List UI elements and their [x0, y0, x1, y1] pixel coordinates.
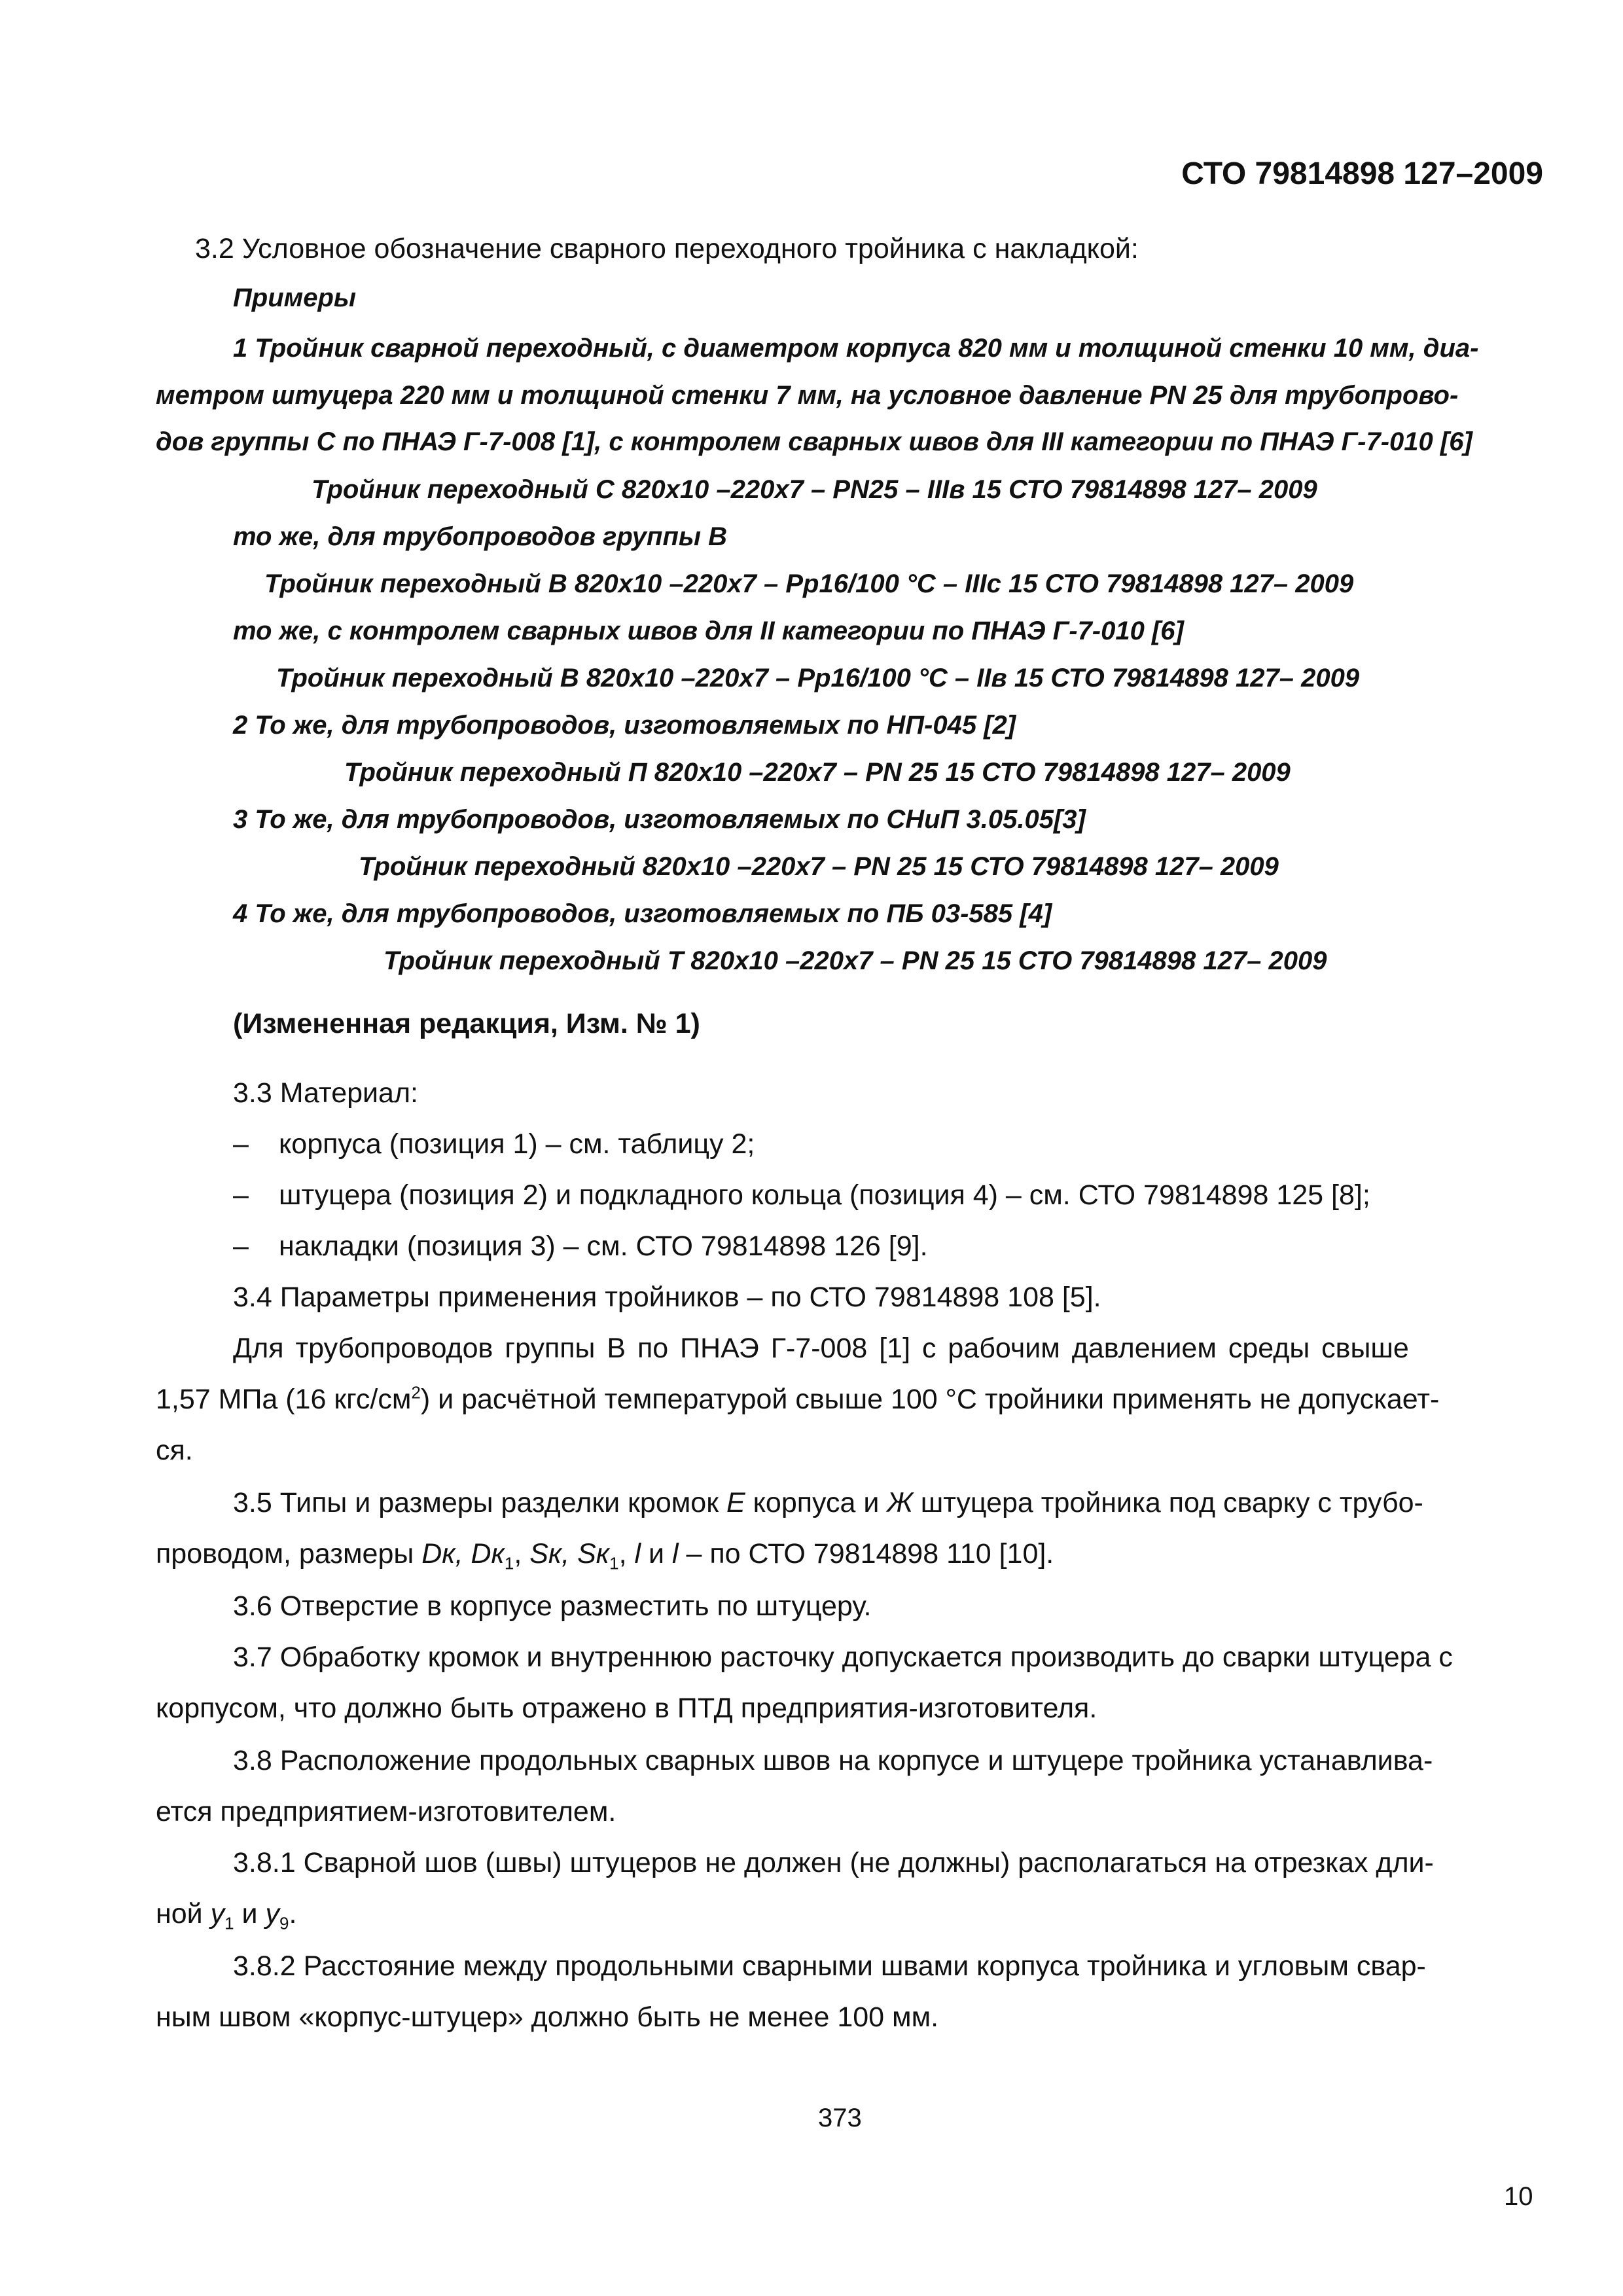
- examples-label: Примеры: [233, 283, 357, 312]
- revision-note: (Измененная редакция, Изм. № 1): [233, 1008, 700, 1039]
- var-y9-sub: 9: [279, 1913, 289, 1933]
- var-l-2: l: [671, 1538, 679, 1570]
- section-3-8-line-1: 3.8 Расположение продольных сварных швов на корпусе и штуцере тройника устанавлива-: [233, 1745, 1433, 1776]
- s35-text-a: 3.5 Типы и размеры разделки кромок: [233, 1487, 726, 1518]
- designation-6: Тройник переходный Т 820х10 –220х7 – PN 25 15 СТО 79814898 127– 2009: [383, 946, 1327, 975]
- designation-1: Тройник переходный С 820х10 –220х7 – PN25 – IIIв 15 СТО 79814898 127– 2009: [312, 475, 1317, 504]
- var-zh: Ж: [887, 1487, 913, 1518]
- var-dk1: Dк: [471, 1538, 505, 1570]
- same-for-group-b: то же, для трубопроводов группы В: [233, 522, 728, 551]
- list-dash: –: [233, 1179, 249, 1211]
- example-1-line-1: 1 Тройник сварной переходный, с диаметром корпуса 820 мм и толщиной стенки 10 мм, диа-: [233, 334, 1479, 363]
- example-4: 4 То же, для трубопроводов, изготовляемых по ПБ 03-585 [4]: [233, 899, 1052, 928]
- section-3-8-1-line-1: 3.8.1 Сварной шов (швы) штуцеров не должен (не должны) располагаться на отрезках дли-: [233, 1847, 1434, 1878]
- section-3-6: 3.6 Отверстие в корпусе разместить по штуцеру.: [233, 1590, 872, 1622]
- section-3-7-line-1: 3.7 Обработку кромок и внутреннюю расточку допускается производить до сварки штуцера с: [233, 1641, 1453, 1673]
- material-item-3-text: накладки (позиция 3) – см. СТО 79814898 126 [9].: [279, 1230, 928, 1262]
- section-3-4-para-line-1: [233, 1329, 1543, 1368]
- var-y1: y: [210, 1898, 225, 1929]
- list-dash: –: [233, 1128, 249, 1160]
- designation-2: Тройник переходный В 820х10 –220х7 – Рр16/100 °С – IIIс 15 СТО 79814898 127– 2009: [264, 569, 1354, 598]
- unit-superscript: 2: [411, 1382, 421, 1403]
- section-3-2-title: 3.2 Условное обозначение сварного переходного тройника с накладкой:: [195, 233, 1139, 264]
- section-3-3-title: 3.3 Материал:: [233, 1077, 419, 1109]
- material-item-2: [233, 1175, 1370, 1215]
- pressure-text: 1,57 МПа (16 кгс/см: [156, 1384, 412, 1415]
- var-sk1: Sк: [577, 1538, 610, 1570]
- var-dk1-sub: 1: [504, 1553, 514, 1573]
- designation-3: Тройник переходный В 820х10 –220х7 – Рр16/100 °С – IIв 15 СТО 79814898 127– 2009: [276, 664, 1360, 692]
- material-item-1: [233, 1124, 755, 1164]
- section-3-8-2-line-1: 3.8.2 Расстояние между продольными сварными швами корпуса тройника и угловым свар-: [233, 1950, 1426, 1982]
- section-3-4-para-line-2: [156, 1380, 1439, 1419]
- var-sk1-sub: 1: [609, 1553, 619, 1573]
- var-y1-sub: 1: [224, 1913, 234, 1933]
- page-number: 10: [1504, 2182, 1533, 2211]
- designation-4: Тройник переходный П 820х10 –220х7 – PN 25 15 СТО 79814898 127– 2009: [344, 758, 1291, 787]
- section-3-4-para-line-3: ся.: [156, 1435, 193, 1466]
- section-3-8-line-2: ется предприятием-изготовителем.: [156, 1796, 616, 1827]
- list-dash: –: [233, 1230, 249, 1262]
- s35-text-b: корпуса и: [745, 1487, 887, 1518]
- example-1-line-2: метром штуцера 220 мм и толщиной стенки 7 мм, на условное давление PN 25 для трубопрово-: [156, 381, 1459, 410]
- example-1-line-3: дов группы С по ПНАЭ Г-7-008 [1], с контролем сварных швов для III категории по ПНАЭ Г-7-010 [6]: [156, 427, 1472, 456]
- section-3-5-line-2: проводом, размеры Dк, $Dк_1$, Sк, $Sк_1$, l и l – по СТО 79814898 110 [10].: [156, 1538, 1054, 1573]
- material-item-3: [233, 1227, 928, 1266]
- s381-and: и: [234, 1898, 266, 1929]
- var-dk: Dк,: [421, 1538, 463, 1570]
- section-3-5-line-1: [233, 1483, 1423, 1522]
- material-item-1-text: корпуса (позиция 1) – см. таблицу 2;: [279, 1128, 755, 1160]
- var-sk: Sк,: [529, 1538, 570, 1570]
- section-3-8-2-line-2: ным швом «корпус-штуцер» должно быть не менее 100 мм.: [156, 2001, 939, 2033]
- s35-and: и: [641, 1538, 672, 1570]
- s35-text-d: проводом, размеры: [156, 1538, 422, 1570]
- s35-text-e: – по СТО 79814898 110 [10].: [678, 1538, 1054, 1570]
- s381-end: .: [289, 1898, 297, 1929]
- temperature-text: ) и расчётной температурой свыше 100 °С тройники применять не допускает-: [420, 1384, 1440, 1415]
- example-3: 3 То же, для трубопроводов, изготовляемых по СНиП 3.05.05[3]: [233, 805, 1086, 834]
- same-with-cat-ii: то же, с контролем сварных швов для II категории по ПНАЭ Г-7-010 [6]: [233, 617, 1184, 645]
- document-code-header: СТО 79814898 127–2009: [1181, 156, 1543, 191]
- example-2: 2 То же, для трубопроводов, изготовляемых по НП-045 [2]: [233, 711, 1016, 740]
- s381-text: ной: [156, 1898, 211, 1929]
- designation-5: Тройник переходный 820х10 –220х7 – PN 25 15 СТО 79814898 127– 2009: [359, 852, 1279, 881]
- book-page-number: 373: [818, 2104, 862, 2132]
- var-y9: y: [265, 1898, 280, 1929]
- section-3-4-para-line-1-text: Для трубопроводов группы В по ПНАЭ Г-7-008 [1] с рабочим давлением среды свыше: [233, 1333, 1409, 1364]
- material-item-2-text: штуцера (позиция 2) и подкладного кольца (позиция 4) – см. СТО 79814898 125 [8];: [279, 1179, 1370, 1211]
- s35-text-c: штуцера тройника под сварку с трубо-: [912, 1487, 1423, 1518]
- section-3-8-1-line-2: [156, 1894, 296, 1933]
- var-e: Е: [726, 1487, 745, 1518]
- section-3-4: 3.4 Параметры применения тройников – по СТО 79814898 108 [5].: [233, 1282, 1101, 1313]
- section-3-7-line-2: корпусом, что должно быть отражено в ПТД предприятия-изготовителя.: [156, 1693, 1097, 1724]
- var-l: l: [634, 1538, 641, 1570]
